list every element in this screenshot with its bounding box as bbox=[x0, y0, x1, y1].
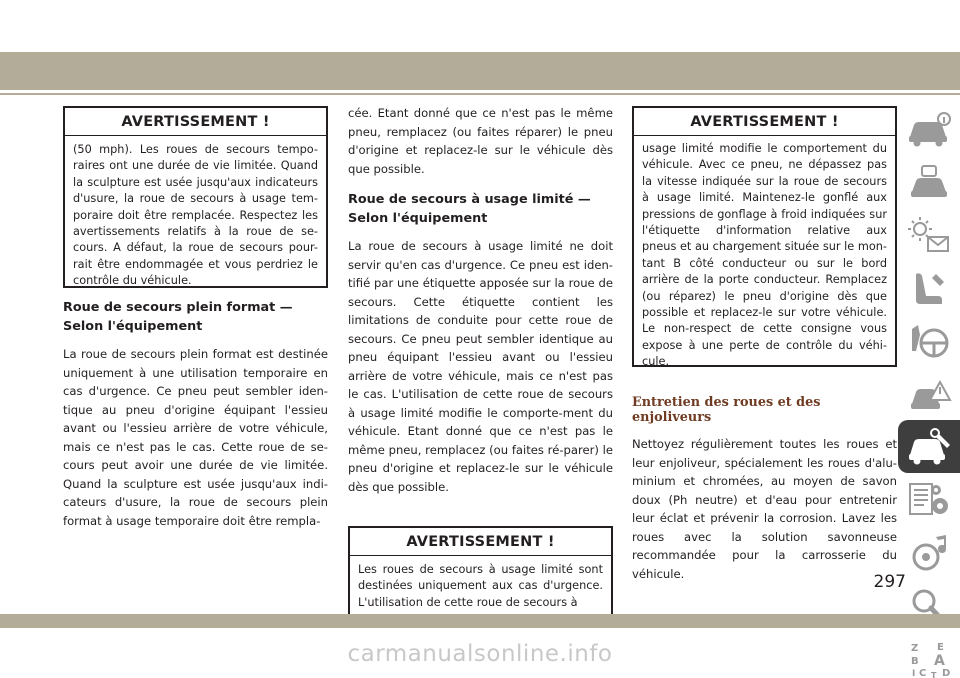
watermark: carmanualsonline.info bbox=[347, 641, 613, 667]
left-column bbox=[63, 106, 328, 530]
right-column bbox=[632, 106, 897, 583]
tab-car-info[interactable] bbox=[898, 102, 960, 155]
middle-column bbox=[348, 104, 613, 619]
header-rule bbox=[0, 93, 960, 95]
tab-seats-controls[interactable] bbox=[898, 261, 960, 314]
footer-band bbox=[0, 614, 960, 628]
tab-vehicle-keys[interactable] bbox=[898, 155, 960, 208]
warning-box-limited-use-continued bbox=[632, 106, 897, 367]
warning-text: (50 mph). Les roues de secours tempo-raires ont une durée de vie limitée. Quand la sculpture est usée jusqu'aux indicateurs d'usure, la roue de secours à usage tem-poraire doit être remplacée. Respectez les avertissements relatifs à la roue de se-cours. A défaut, la roue de secours pour-rait être endommagée et vous perdriez le contrôle du véhicule. bbox=[73, 143, 318, 288]
tab-car-service[interactable] bbox=[898, 420, 960, 473]
heading-full-size-spare: Roue de secours plein format — Selon l'équipement bbox=[63, 300, 293, 334]
index-letter-e: E bbox=[937, 641, 944, 653]
index-letter-a: A bbox=[934, 652, 945, 669]
tab-warning-lights[interactable] bbox=[898, 208, 960, 261]
paragraph-full-size-spare: La roue de secours plein format est destinée uniquement à une utilisation temporaire en cas d'urgence. Ce pneu peut sembler iden-tique au pneu d'origine équipant l'essieu avant ou l'essieu arrière de votre véhicule, mais ce n'est pas le cas. Cette roue de se-cours peut avoir une durée de vie limitée. Quand la sculpture est usée jusqu'aux indi-cateurs d'usure, la roue de secours plein format à usage temporaire doit être rempla- bbox=[63, 347, 328, 528]
index-letter-b: B bbox=[911, 655, 919, 667]
warning-box-spare-wear bbox=[63, 106, 328, 288]
tab-roadside-emergency[interactable] bbox=[898, 367, 960, 420]
index-letter-i: I bbox=[912, 668, 916, 678]
warning-text: usage limité modifie le comportement du véhicule. Avec ce pneu, ne dépassez pas la vitesse indiquée sur la roue de secours à usage limité. Maintenez-le gonflé aux pressions de gonflage à froid indiquées sur l'étiquette d'information relative aux pneus et au chargement située sur le mon-tant B côté conducteur ou sur le bord arrière de la porte conducteur. Remplacez (ou réparez) le pneu d'origine dès que possible et replacez-le sur votre véhicule. Le non-respect de cette consigne vous expose à une perte de contrôle du véhi-cule. bbox=[642, 142, 887, 369]
index-letter-d: D bbox=[942, 667, 951, 678]
paragraph-limited-use-spare: La roue de secours à usage limité ne doit servir qu'en cas d'urgence. Ce pneu est iden-tifié par une étiquette apposée sur la roue de secours. Cette étiquette contient les limitations de conduite pour cette roue de secours. Ce pneu peut sembler identique au pneu équipant l'essieu avant ou l'essieu arrière de votre véhicule, mais ce n'est pas le cas. L'utilisation de cette roue de secours à usage limité modifie le comporte-ment du véhicule. Etant donné que ce n'est pas le même pneu, remplacez (ou faites ré-parer) le pneu d'origine et replacez-le sur le véhicule dès que possible. bbox=[348, 239, 613, 494]
warning-title: AVERTISSEMENT ! bbox=[350, 528, 611, 556]
car-info-icon bbox=[906, 109, 952, 149]
index-letter-c: C bbox=[919, 667, 927, 678]
page-number: 297 bbox=[873, 572, 906, 592]
vehicle-keys-icon bbox=[906, 162, 952, 202]
specifications-gear-icon bbox=[906, 480, 952, 520]
tab-steering[interactable] bbox=[898, 314, 960, 367]
chapter-tabs bbox=[898, 102, 960, 678]
paragraph-wheel-care: Nettoyez régulièrement toutes les roues et leur enjoliveur, spécialement les roues d'alu-minium et chromées, au moyen de savon doux (Ph neutre) et d'eau pour entretenir leur éclat et prévenir la corrosion. Lavez les roues avec la solution savonneuse recommandée pour la carrosserie du véhicule. bbox=[632, 437, 897, 581]
section-title-wheel-care: Entretien des roues et des enjoliveurs bbox=[632, 395, 821, 425]
steering-wheel-icon bbox=[906, 321, 952, 361]
warning-text: Les roues de secours à usage limité sont destinées uniquement aux cas d'urgence. L'utilisation de cette roue de secours à bbox=[358, 563, 603, 609]
header-band bbox=[0, 52, 960, 90]
paragraph-continued: cée. Etant donné que ce n'est pas le même pneu, remplacez (ou faites réparer) le pneu d'origine et replacez-le sur le véhicule dès que possible. bbox=[348, 106, 613, 176]
multimedia-icon bbox=[906, 533, 952, 573]
heading-limited-use-spare: Roue de secours à usage limité — Selon l'équipement bbox=[348, 192, 591, 226]
warning-title: AVERTISSEMENT ! bbox=[65, 108, 326, 136]
tab-multimedia[interactable] bbox=[898, 526, 960, 579]
index-letter-z: Z bbox=[911, 642, 919, 654]
warning-title: AVERTISSEMENT ! bbox=[634, 108, 895, 136]
warning-lights-icon bbox=[906, 215, 952, 255]
tab-specifications[interactable] bbox=[898, 473, 960, 526]
seats-controls-icon bbox=[906, 268, 952, 308]
warning-box-limited-use bbox=[348, 526, 613, 619]
car-service-icon bbox=[906, 427, 952, 467]
index-letter-t: T bbox=[931, 670, 937, 678]
roadside-emergency-icon bbox=[906, 374, 952, 414]
